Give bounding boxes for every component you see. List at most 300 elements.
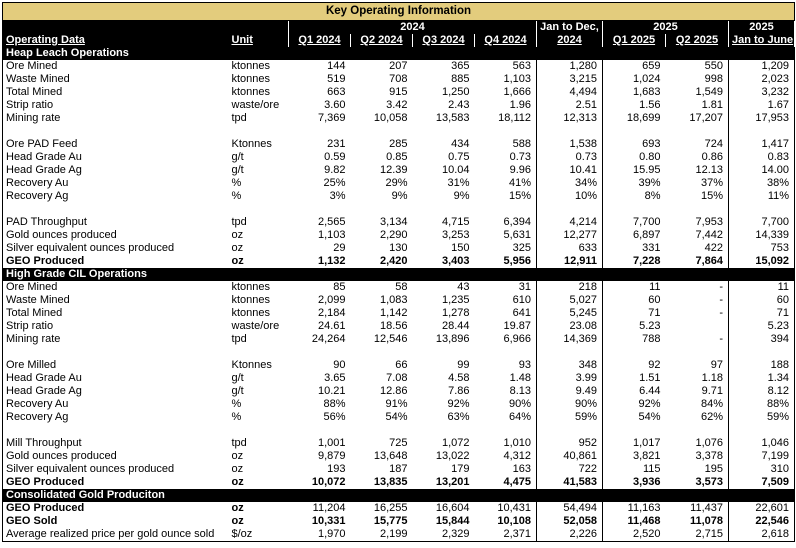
row-label: Silver equivalent ounces produced <box>6 242 175 254</box>
cell-value: 71 <box>648 307 661 319</box>
cell-value: 6.44 <box>639 385 661 397</box>
cell-value: 12,911 <box>537 255 603 268</box>
cell-value: 6,394 <box>503 216 531 228</box>
cell-value <box>475 125 537 138</box>
cell-value <box>666 424 729 437</box>
cell-value: 10.21 <box>317 385 346 397</box>
cell-value: 1,024 <box>632 73 661 85</box>
cell-value: 52,058 <box>537 515 603 528</box>
cell-value: 10,331 <box>311 515 346 527</box>
cell-value: 1,549 <box>695 86 723 98</box>
col-header-q4-2024: Q4 2024 <box>475 34 537 47</box>
table-row <box>3 437 795 450</box>
cell-value: 12.39 <box>379 164 408 176</box>
cell-value: 92% <box>638 398 661 410</box>
cell-value <box>537 203 603 216</box>
cell-value: 663 <box>327 86 346 98</box>
cell-value: 18.56 <box>379 320 408 332</box>
row-unit: Ktonnes <box>231 138 272 150</box>
title-row <box>3 3 795 21</box>
cell-value <box>537 125 603 138</box>
cell-value: 2,329 <box>441 528 470 540</box>
jan-to-dec-line2: 2024 <box>557 34 582 46</box>
cell-value: 4.58 <box>448 372 470 384</box>
table-row <box>3 151 795 164</box>
row-unit: ktonnes <box>231 294 271 306</box>
cell-value: 724 <box>704 138 723 150</box>
cell-value: 6,966 <box>503 333 531 345</box>
table-row <box>3 463 795 476</box>
table-row <box>3 515 795 528</box>
cell-value: 38% <box>729 177 795 190</box>
row-unit: waste/ore <box>231 320 280 332</box>
spacer-row <box>3 346 795 359</box>
cell-value: 7.08 <box>386 372 408 384</box>
col-header-jan-to-june-2025 <box>729 21 795 48</box>
cell-value: 10,431 <box>497 502 531 514</box>
cell-value: 54% <box>385 411 408 423</box>
cell-value: 550 <box>704 60 723 72</box>
cell-value: 9,879 <box>317 450 346 462</box>
cell-value: 434 <box>451 138 470 150</box>
cell-value: 22,601 <box>729 502 795 515</box>
col-group-2025: 2025 <box>603 21 729 35</box>
row-label: GEO Produced <box>6 502 85 514</box>
cell-value: 285 <box>389 138 408 150</box>
cell-value: 188 <box>729 359 795 372</box>
cell-value: 7,369 <box>317 112 346 124</box>
cell-value: - <box>719 281 723 293</box>
cell-value: 7,953 <box>695 216 723 228</box>
row-label: Head Grade Au <box>6 151 82 163</box>
cell-value: 2,520 <box>632 528 661 540</box>
table-row <box>3 411 795 424</box>
cell-value: 394 <box>729 333 795 346</box>
cell-value: 88% <box>323 398 346 410</box>
cell-value: 16,604 <box>435 502 470 514</box>
row-unit: oz <box>231 450 244 462</box>
row-unit: oz <box>231 502 244 514</box>
cell-value: - <box>719 294 723 306</box>
table-row <box>3 398 795 411</box>
cell-value: 1,132 <box>317 255 346 267</box>
jan-to-june-line1: 2025 <box>749 21 774 33</box>
cell-value: 11 <box>649 281 661 293</box>
cell-value: 144 <box>327 60 346 72</box>
cell-value <box>603 424 666 437</box>
row-label: Recovery Au <box>6 398 69 410</box>
cell-value: 588 <box>512 138 531 150</box>
row-unit: tpd <box>231 216 247 228</box>
cell-value: 29 <box>333 242 346 254</box>
cell-value: 193 <box>327 463 346 475</box>
cell-value: 3.60 <box>324 99 346 111</box>
cell-value: 58 <box>395 281 408 293</box>
cell-value: 15,775 <box>373 515 408 527</box>
cell-value: 8.12 <box>729 385 795 398</box>
row-unit: ktonnes <box>231 86 271 98</box>
cell-value: 2.43 <box>448 99 470 111</box>
cell-value: 5,245 <box>537 307 603 320</box>
cell-value: 2,290 <box>379 229 408 241</box>
row-unit: tpd <box>231 437 247 449</box>
cell-value: 1,010 <box>503 437 531 449</box>
cell-value: 12,546 <box>373 333 408 345</box>
cell-value: 2,715 <box>695 528 723 540</box>
cell-value: 659 <box>642 60 661 72</box>
row-unit: $/oz <box>231 528 253 540</box>
row-unit: oz <box>231 476 244 488</box>
cell-value: 1,417 <box>729 138 795 151</box>
cell-value: 1.56 <box>639 99 661 111</box>
cell-value: 633 <box>537 242 603 255</box>
cell-value: 1,235 <box>441 294 470 306</box>
cell-value: 39% <box>638 177 661 189</box>
cell-value: 37% <box>700 177 723 189</box>
cell-value: 0.80 <box>639 151 661 163</box>
cell-value: 7,700 <box>632 216 661 228</box>
cell-value: 7,864 <box>695 255 723 267</box>
cell-value: 4,494 <box>537 86 603 99</box>
cell-value: 12.13 <box>695 164 723 176</box>
cell-value: 0.73 <box>509 151 531 163</box>
cell-value: 60 <box>729 294 795 307</box>
table-row <box>3 333 795 346</box>
cell-value: 1.48 <box>509 372 531 384</box>
cell-value: 187 <box>389 463 408 475</box>
row-unit: oz <box>231 515 244 527</box>
cell-value: 4,475 <box>503 476 531 488</box>
cell-value: 91% <box>385 398 408 410</box>
cell-value: 54,494 <box>537 502 603 515</box>
cell-value: 3.65 <box>324 372 346 384</box>
cell-value: 9.96 <box>509 164 531 176</box>
cell-value: 4,312 <box>503 450 531 462</box>
row-label <box>3 125 229 138</box>
cell-value <box>603 125 666 138</box>
cell-value <box>289 346 351 359</box>
cell-value: 10% <box>537 190 603 203</box>
cell-value: 5,631 <box>503 229 531 241</box>
cell-value: 9% <box>391 190 408 202</box>
cell-value: 11,078 <box>689 515 723 527</box>
cell-value: 1,278 <box>441 307 470 319</box>
cell-value: 31% <box>447 177 470 189</box>
row-label: GEO Produced <box>6 476 85 488</box>
table-row <box>3 190 795 203</box>
cell-value: 2,565 <box>317 216 346 228</box>
cell-value: 1,142 <box>379 307 408 319</box>
cell-value: 2,226 <box>537 528 603 542</box>
cell-value: 725 <box>389 437 408 449</box>
row-label: Average realized price per gold ounce sold <box>6 528 215 540</box>
cell-value: 5,956 <box>503 255 531 267</box>
cell-value: 115 <box>642 463 661 475</box>
col-header-q3-2024: Q3 2024 <box>413 34 475 47</box>
cell-value: 325 <box>512 242 531 254</box>
cell-value: 952 <box>537 437 603 450</box>
cell-value: 10,072 <box>311 476 346 488</box>
row-label: Head Grade Ag <box>6 164 82 176</box>
cell-value <box>537 424 603 437</box>
cell-value: 92 <box>648 359 661 371</box>
cell-value: 9.71 <box>701 385 723 397</box>
cell-value: 1.34 <box>729 372 795 385</box>
row-unit: tpd <box>231 333 247 345</box>
cell-value: 3,253 <box>441 229 470 241</box>
cell-value: 1,046 <box>729 437 795 450</box>
row-label: Recovery Ag <box>6 190 69 202</box>
cell-value: 3,403 <box>441 255 470 267</box>
cell-value: 0.73 <box>537 151 603 164</box>
row-unit: oz <box>231 242 244 254</box>
cell-value: 9.82 <box>324 164 346 176</box>
spacer-row <box>3 125 795 138</box>
row-unit <box>229 424 289 437</box>
cell-value: 54% <box>638 411 661 423</box>
cell-value: 1.81 <box>701 99 723 111</box>
cell-value: 13,648 <box>373 450 408 462</box>
cell-value <box>351 125 413 138</box>
cell-value <box>537 346 603 359</box>
cell-value <box>666 125 729 138</box>
table-row <box>3 294 795 307</box>
row-label: Total Mined <box>6 307 63 319</box>
row-label: Mill Throughput <box>6 437 82 449</box>
cell-value: 7,228 <box>632 255 661 267</box>
col-header-q1-2024: Q1 2024 <box>289 34 351 47</box>
cell-value: 56% <box>323 411 346 423</box>
cell-value: 3,573 <box>695 476 723 488</box>
cell-value <box>666 346 729 359</box>
row-label: GEO Produced <box>6 255 85 267</box>
row-label: Waste Mined <box>6 294 70 306</box>
cell-value: 90 <box>333 359 346 371</box>
table-row <box>3 138 795 151</box>
table-row <box>3 177 795 190</box>
row-unit: % <box>231 190 242 202</box>
row-unit: g/t <box>231 164 244 176</box>
row-unit: % <box>231 398 242 410</box>
cell-value: 40,861 <box>537 450 603 463</box>
col-header-q1-2025: Q1 2025 <box>603 34 666 47</box>
table-row <box>3 502 795 515</box>
cell-value: 2,184 <box>317 307 346 319</box>
cell-value: 1,970 <box>317 528 346 540</box>
cell-value: 2,099 <box>317 294 346 306</box>
cell-value <box>475 346 537 359</box>
cell-value: 3,232 <box>729 86 795 99</box>
cell-value: 163 <box>512 463 531 475</box>
cell-value: 150 <box>451 242 470 254</box>
cell-value: 90% <box>537 398 603 411</box>
cell-value: 3,936 <box>632 476 661 488</box>
cell-value: 1.96 <box>509 99 531 111</box>
cell-value: 207 <box>389 60 408 72</box>
cell-value: 11,437 <box>690 502 723 514</box>
cell-value: 4,214 <box>537 216 603 229</box>
cell-value: - <box>719 307 723 319</box>
spacer-row <box>3 424 795 437</box>
cell-value: 16,255 <box>373 502 408 514</box>
row-label: Head Grade Ag <box>6 385 82 397</box>
table-row <box>3 99 795 112</box>
row-unit <box>229 346 289 359</box>
cell-value: 12,313 <box>537 112 603 125</box>
cell-value: 0.59 <box>324 151 346 163</box>
row-unit: oz <box>231 255 244 267</box>
cell-value: 11 <box>729 281 795 294</box>
cell-value: 13,201 <box>435 476 470 488</box>
cell-value: 3,134 <box>379 216 408 228</box>
cell-value: 753 <box>729 242 795 255</box>
row-label: Silver equivalent ounces produced <box>6 463 175 475</box>
table-row <box>3 476 795 489</box>
cell-value: 14,369 <box>537 333 603 346</box>
cell-value: 9.49 <box>537 385 603 398</box>
cell-value: 708 <box>389 73 408 85</box>
cell-value: 66 <box>395 359 408 371</box>
col-group-2024: 2024 <box>289 21 537 35</box>
cell-value: 11,468 <box>627 515 661 527</box>
page-title: Key Operating Information <box>3 3 795 21</box>
cell-value: 97 <box>710 359 723 371</box>
row-unit <box>229 203 289 216</box>
jan-to-dec-line1: Jan to Dec, <box>540 21 599 33</box>
cell-value: 0.86 <box>701 151 723 163</box>
cell-value: 24.61 <box>317 320 346 332</box>
cell-value: 130 <box>389 242 408 254</box>
table-row <box>3 255 795 268</box>
table-row <box>3 216 795 229</box>
cell-value: 7,509 <box>729 476 795 489</box>
cell-value: 99 <box>457 359 470 371</box>
cell-value: 7,199 <box>729 450 795 463</box>
col-header-unit-label: Unit <box>231 34 253 46</box>
cell-value: 3,378 <box>695 450 723 462</box>
cell-value: 18,112 <box>498 112 531 124</box>
row-unit: % <box>231 411 242 423</box>
cell-value: 23.08 <box>537 320 603 333</box>
cell-value: 1,538 <box>537 138 603 151</box>
cell-value: 11% <box>729 190 795 203</box>
cell-value: 13,835 <box>373 476 408 488</box>
row-label: Total Mined <box>6 86 63 98</box>
row-label: Recovery Au <box>6 177 69 189</box>
cell-value: 3.42 <box>386 99 408 111</box>
cell-value: 5.23 <box>639 320 661 332</box>
cell-value: 13,022 <box>435 450 470 462</box>
cell-value <box>475 424 537 437</box>
cell-value: 2,199 <box>379 528 408 540</box>
cell-value: 2.51 <box>537 99 603 112</box>
col-header-operating-data-label: Operating Data <box>6 34 85 46</box>
cell-value: 14,339 <box>729 229 795 242</box>
col-header-q2-2024: Q2 2024 <box>351 34 413 47</box>
cell-value: 59% <box>537 411 603 424</box>
cell-value: 7.86 <box>448 385 470 397</box>
cell-value: 28.44 <box>441 320 470 332</box>
cell-value: 348 <box>537 359 603 372</box>
cell-value: 15% <box>700 190 723 202</box>
table-row <box>3 164 795 177</box>
table-row <box>3 372 795 385</box>
cell-value: 6,897 <box>632 229 661 241</box>
cell-value: 1,666 <box>503 86 531 98</box>
cell-value: 85 <box>333 281 346 293</box>
cell-value: 641 <box>512 307 531 319</box>
cell-value: 15% <box>508 190 531 202</box>
cell-value: 915 <box>389 86 408 98</box>
table-row <box>3 281 795 294</box>
col-header-operating-data <box>3 21 229 48</box>
cell-value: 2,420 <box>379 255 408 267</box>
row-label: GEO Sold <box>6 515 58 527</box>
cell-value: 179 <box>451 463 470 475</box>
row-label: Mining rate <box>6 333 61 345</box>
cell-value: 788 <box>642 333 661 345</box>
table-row <box>3 359 795 372</box>
row-label: Strip ratio <box>6 99 54 111</box>
cell-value: 1,103 <box>503 73 531 85</box>
cell-value: 41% <box>508 177 531 189</box>
cell-value: 693 <box>642 138 661 150</box>
cell-value: 31 <box>518 281 531 293</box>
cell-value: 1.18 <box>701 372 723 384</box>
row-unit: g/t <box>231 151 244 163</box>
cell-value: 4,715 <box>441 216 470 228</box>
cell-value: 14.00 <box>729 164 795 177</box>
row-label <box>3 424 229 437</box>
cell-value: 88% <box>729 398 795 411</box>
cell-value: 84% <box>700 398 723 410</box>
section-title: Heap Leach Operations <box>3 47 795 60</box>
col-header-jan-to-dec-2024 <box>537 21 603 48</box>
cell-value: 8.13 <box>509 385 531 397</box>
row-label: Ore PAD Feed <box>6 138 78 150</box>
cell-value: 13,583 <box>435 112 470 124</box>
cell-value: 3.99 <box>537 372 603 385</box>
cell-value: 24,264 <box>311 333 346 345</box>
cell-value: 1,683 <box>632 86 661 98</box>
cell-value: 29% <box>385 177 408 189</box>
cell-value: 5.23 <box>729 320 795 333</box>
row-label: Recovery Ag <box>6 411 69 423</box>
section-title: High Grade CIL Operations <box>3 268 795 281</box>
table-row <box>3 73 795 86</box>
row-label: Gold ounces produced <box>6 450 117 462</box>
cell-value: 17,953 <box>729 112 795 125</box>
section-header-row <box>3 489 795 502</box>
cell-value: 1,280 <box>537 60 603 73</box>
cell-value: 0.83 <box>729 151 795 164</box>
cell-value: 90% <box>508 398 531 410</box>
row-label: Waste Mined <box>6 73 70 85</box>
row-label: Gold ounces produced <box>6 229 117 241</box>
row-unit: ktonnes <box>231 60 271 72</box>
table-row <box>3 528 795 542</box>
table-row <box>3 86 795 99</box>
cell-value: 1,072 <box>441 437 470 449</box>
table-row <box>3 229 795 242</box>
row-unit: ktonnes <box>231 281 271 293</box>
row-label: Strip ratio <box>6 320 54 332</box>
cell-value: 34% <box>537 177 603 190</box>
cell-value: 3% <box>329 190 346 202</box>
table-row <box>3 450 795 463</box>
table-row <box>3 385 795 398</box>
row-unit: waste/ore <box>231 99 280 111</box>
